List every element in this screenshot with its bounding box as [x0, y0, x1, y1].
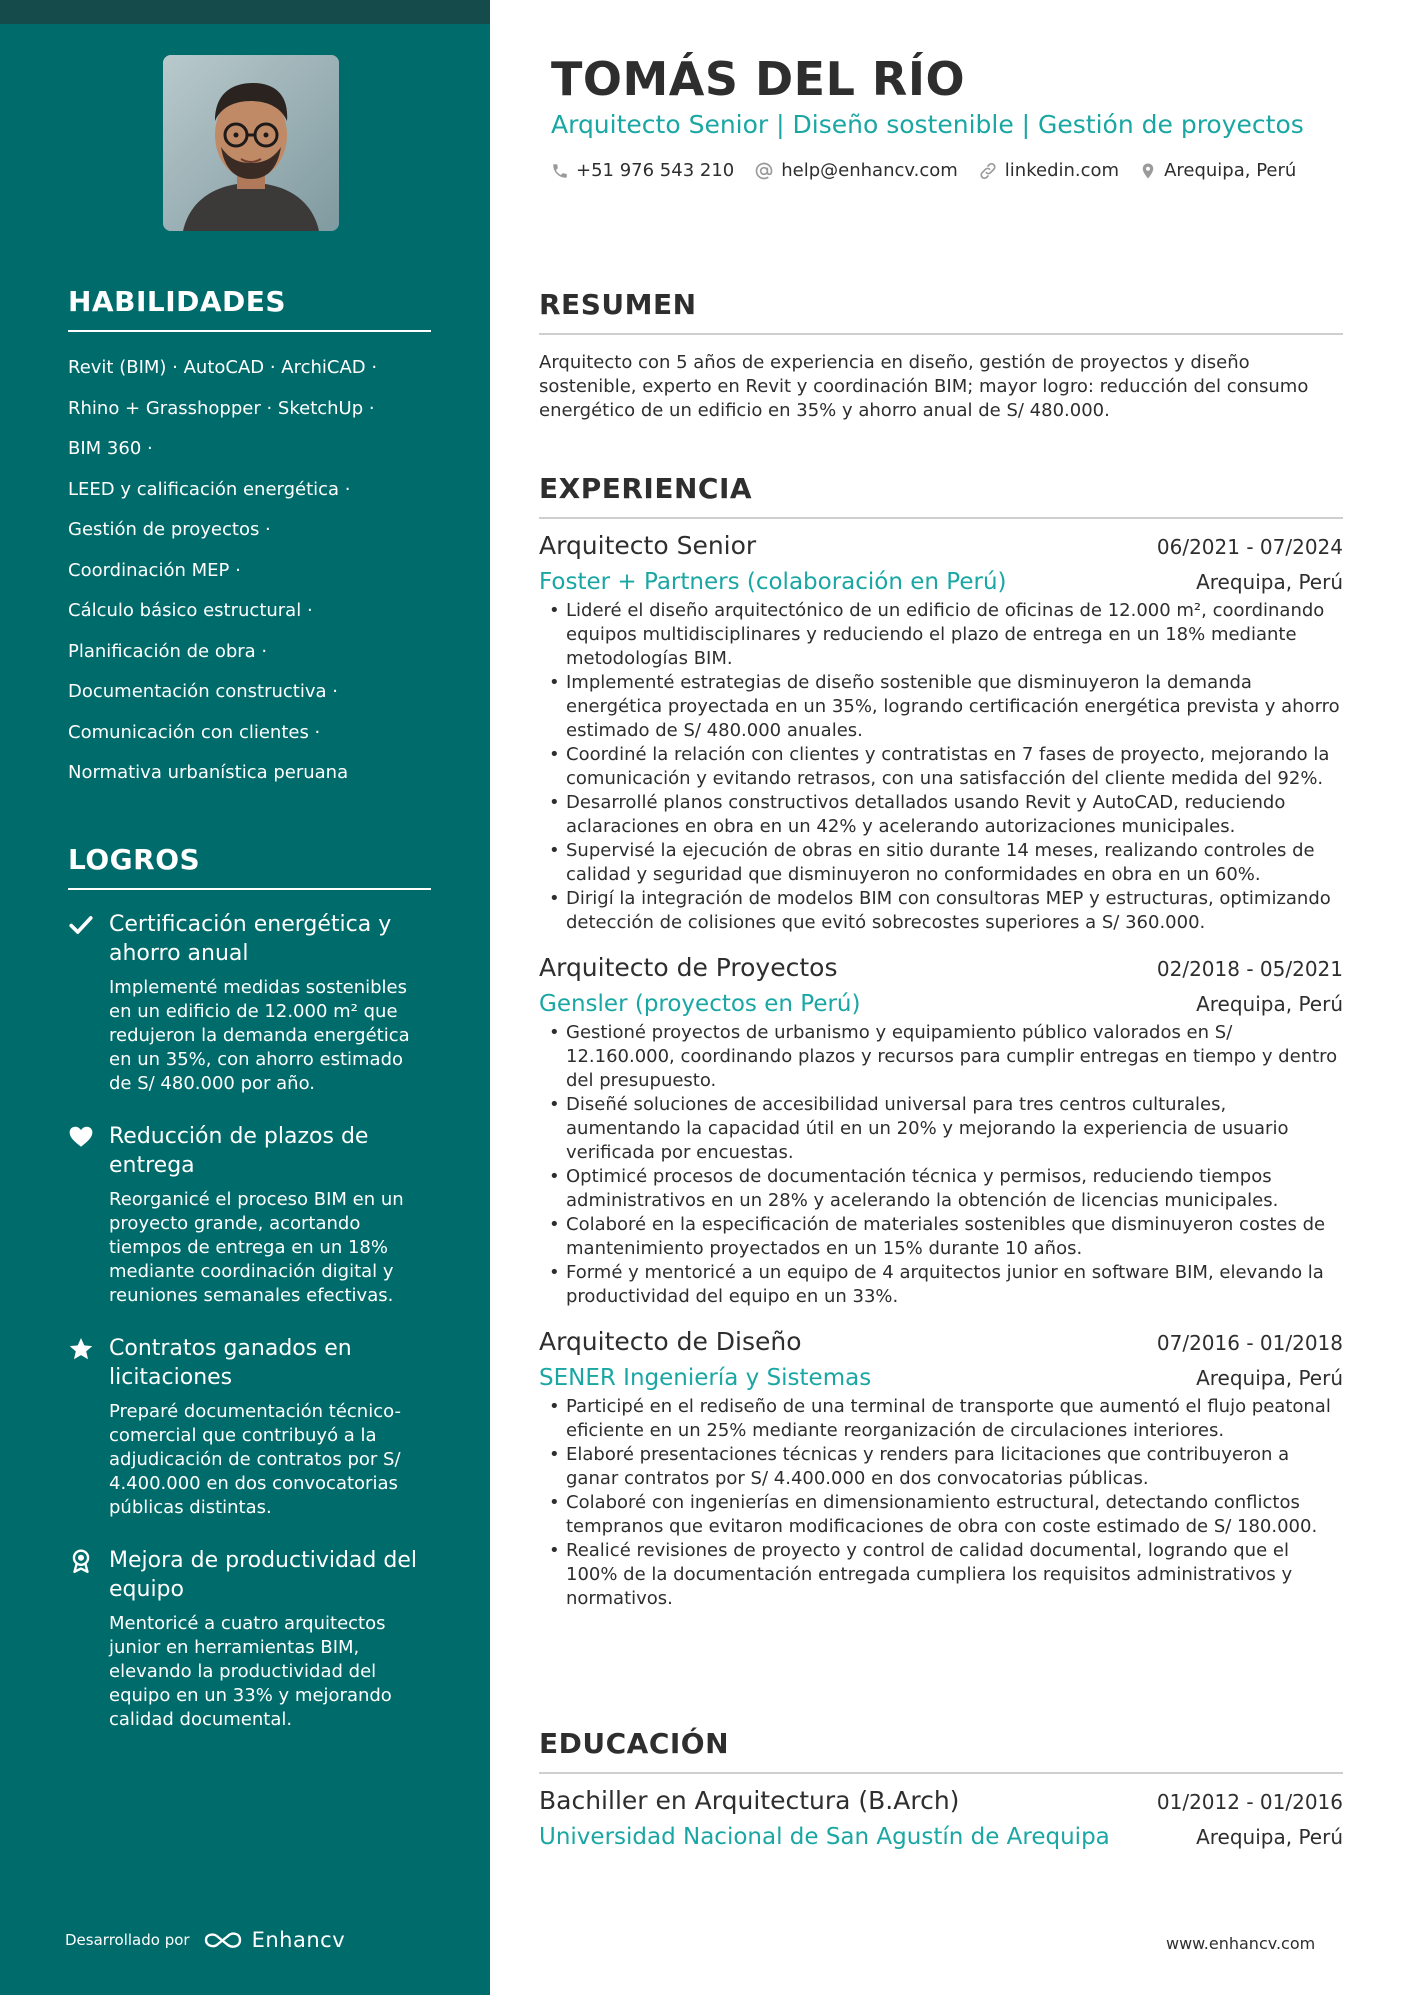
- skills-section: [68, 285, 431, 794]
- job-title: Arquitecto de Diseño: [539, 1327, 802, 1356]
- skill-item: LEED y calificación energética ·: [68, 478, 351, 500]
- job-bullets: [539, 1021, 1343, 1309]
- skill-item: Normativa urbanística peruana: [68, 762, 349, 783]
- job-bullets: [539, 599, 1343, 935]
- job-bullet: • Coordiné la relación con clientes y contratistas en 7 fases de proyecto, mejorando la comunicación y evitando retrasos, con una satisfacción del cliente medida del 92%.: [549, 743, 1343, 791]
- experience-section: [539, 472, 1343, 1629]
- job-bullet: • Lideré el diseño arquitectónico de un edificio de oficinas de 12.000 m², coordinando equipos multidisciplinares y reduciendo el plazo de entrega en un 18% mediante metodologías BIM.: [549, 599, 1343, 671]
- job-company: SENER Ingeniería y Sistemas: [539, 1365, 872, 1391]
- achievements-section: [68, 843, 431, 1758]
- job-bullet: • Desarrollé planos constructivos detallados usando Revit y AutoCAD, reduciendo aclaraciones en obra en un 42% y acelerando autorizaciones municipales.: [549, 791, 1343, 839]
- job-bullet: • Optimicé procesos de documentación técnica y permisos, reduciendo tiempos administrativos en un 28% y acelerando la obtención de licencias municipales.: [549, 1165, 1343, 1213]
- sidebar-top-bar: [0, 0, 490, 24]
- job-bullet: • Supervisé la ejecución de obras en sitio durante 14 meses, realizando controles de calidad y seguridad que disminuyeron no conformidades en obra en un 60%.: [549, 839, 1343, 887]
- job-bullet: • Formé y mentoricé a un equipo de 4 arquitectos junior en software BIM, elevando la productividad del equipo en un 33%.: [549, 1261, 1343, 1309]
- job-bullets: [539, 1395, 1343, 1611]
- skill-item: Coordinación MEP ·: [68, 559, 241, 581]
- job-bullet: • Gestioné proyectos de urbanismo y equipamiento público valorados en S/ 12.160.000, coordinando plazos y recursos para cumplir entregas en tiempo y dentro del presupuesto.: [549, 1021, 1343, 1093]
- achievement-desc: Implementé medidas sostenibles en un edificio de 12.000 m² que redujeron la demanda energética en un 35%, con ahorro estimado de S/ 480.000 por año.: [109, 977, 410, 1094]
- education-dates: 01/2012 - 01/2016: [1156, 1790, 1343, 1814]
- job-bullet: • Elaboré presentaciones técnicas y renders para licitaciones que contribuyeron a ganar contratos por S/ 4.400.000 en dos convocatorias públicas.: [549, 1443, 1343, 1491]
- job-bullet: • Colaboré en la especificación de materiales sostenibles que disminuyeron costes de mantenimiento proyectados en un 15% durante 10 años.: [549, 1213, 1343, 1261]
- education-title: EDUCACIÓN: [539, 1727, 1343, 1774]
- footer-by-label: Desarrollado por: [65, 1931, 190, 1949]
- contact-email[interactable]: [754, 160, 958, 181]
- achievement-desc: Reorganicé el proceso BIM en un proyecto grande, acortando tiempos de entrega en un 18% mediante coordinación digital y reuniones semanales efectivas.: [109, 1189, 404, 1306]
- job-dates: 06/2021 - 07/2024: [1156, 535, 1343, 559]
- contact-phone[interactable]: [551, 160, 734, 181]
- sidebar-footer: [65, 1928, 345, 1952]
- achievements-title: LOGROS: [68, 843, 431, 890]
- phone-icon: [551, 162, 569, 180]
- award-icon: [68, 1548, 94, 1574]
- achievement-desc: Mentoricé a cuatro arquitectos junior en herramientas BIM, elevando la productividad del equipo en un 33% y mejorando calidad documental.: [109, 1613, 392, 1730]
- achievement-title: Reducción de plazos de entrega: [109, 1124, 369, 1178]
- achievement-title: Mejora de productividad del equipo: [109, 1548, 417, 1602]
- job-title: Arquitecto Senior: [539, 531, 757, 560]
- achievement-item: [68, 1122, 431, 1308]
- summary-text: Arquitecto con 5 años de experiencia en diseño, gestión de proyectos y diseño sostenible, experto en Revit y coordinación BIM; mayor logro: reducción del consumo energético de un edificio en 35% y ahorro anual de S/ 480.000.: [539, 352, 1309, 421]
- education-section: [539, 1727, 1343, 1850]
- linkedin-text: linkedin.com: [1004, 160, 1120, 181]
- experience-title: EXPERIENCIA: [539, 472, 1343, 519]
- headline: Arquitecto Senior | Diseño sostenible | Gestión de proyectos: [551, 110, 1304, 139]
- skills-title: HABILIDADES: [68, 285, 431, 332]
- footer-brand: Enhancv: [251, 1928, 346, 1952]
- education-school: Universidad Nacional de San Agustín de Arequipa: [539, 1824, 1110, 1850]
- footer-url[interactable]: www.enhancv.com: [1166, 1934, 1316, 1953]
- phone-text: +51 976 543 210: [576, 160, 735, 181]
- skill-item: Revit (BIM) · AutoCAD · ArchiCAD ·: [68, 357, 378, 378]
- job-dates: 07/2016 - 01/2018: [1156, 1331, 1343, 1355]
- skill-item: Planificación de obra ·: [68, 640, 268, 662]
- job-bullet: • Colaboré con ingenierías en dimensionamiento estructural, detectando conflictos tempranos que evitaron modificaciones de obra con coste estimado de S/ 180.000.: [549, 1491, 1343, 1539]
- job-bullet: • Participé en el rediseño de una terminal de transporte que aumentó el flujo peatonal eficiente en un 25% mediante reorganización de circulaciones interiores.: [549, 1395, 1343, 1443]
- contact-linkedin[interactable]: [978, 160, 1119, 181]
- job-location: Arequipa, Perú: [1196, 570, 1343, 594]
- profile-photo: [163, 55, 339, 231]
- skill-item: Comunicación con clientes ·: [68, 721, 321, 743]
- job-location: Arequipa, Perú: [1196, 1366, 1343, 1390]
- job-bullet: • Realicé revisiones de proyecto y control de calidad documental, logrando que el 100% de la documentación entregada cumpliera los requisitos administrativos y normativos.: [549, 1539, 1343, 1611]
- skill-item: Cálculo básico estructural ·: [68, 600, 313, 621]
- achievement-desc: Preparé documentación técnico-comercial que contribuyó a la adjudicación de contratos por S/ 4.400.000 en dos convocatorias públicas distintas.: [109, 1401, 401, 1518]
- contact-location: [1139, 160, 1296, 181]
- job-bullet: • Implementé estrategias de diseño sostenible que disminuyeron la demanda energética proyectada en un 35%, logrando certificación energética prevista y ahorro estimado de S/ 480.000 anuales.: [549, 671, 1343, 743]
- job-company: Foster + Partners (colaboración en Perú): [539, 569, 1007, 595]
- skill-item: Rhino + Grasshopper · SketchUp ·: [68, 397, 375, 419]
- link-icon: [978, 161, 998, 181]
- location-pin-icon: [1139, 161, 1157, 181]
- heart-icon: [68, 1124, 94, 1150]
- skill-item: BIM 360 ·: [68, 438, 153, 459]
- job-entry: [539, 1327, 1343, 1611]
- achievement-item: [68, 1546, 431, 1732]
- job-dates: 02/2018 - 05/2021: [1156, 957, 1343, 981]
- enhancv-logo-icon: [202, 1929, 244, 1951]
- skill-item: Gestión de proyectos ·: [68, 519, 271, 540]
- job-bullet: • Diseñé soluciones de accesibilidad universal para tres centros culturales, aumentando la capacidad útil en un 20% y mejorando la experiencia de usuario verificada por encuestas.: [549, 1093, 1343, 1165]
- job-bullet: • Dirigí la integración de modelos BIM con consultoras MEP y estructuras, optimizando detección de colisiones que evitó sobrecostes superiores a S/ 360.000.: [549, 887, 1343, 935]
- check-icon: [68, 912, 94, 938]
- skills-list: [68, 348, 431, 794]
- job-entry: [539, 531, 1343, 935]
- job-title: Arquitecto de Proyectos: [539, 953, 838, 982]
- at-sign-icon: [754, 161, 774, 181]
- summary-section: [539, 288, 1343, 423]
- achievement-item: [68, 910, 431, 1096]
- education-degree: Bachiller en Arquitectura (B.Arch): [539, 1786, 960, 1815]
- education-location: Arequipa, Perú: [1196, 1825, 1343, 1849]
- skill-item: Documentación constructiva ·: [68, 681, 338, 702]
- sidebar: [0, 0, 490, 1995]
- location-text: Arequipa, Perú: [1164, 160, 1297, 181]
- email-text: help@enhancv.com: [781, 160, 958, 181]
- summary-title: RESUMEN: [539, 288, 1343, 335]
- job-location: Arequipa, Perú: [1196, 992, 1343, 1016]
- contact-bar: [551, 160, 1316, 181]
- job-entry: [539, 953, 1343, 1309]
- candidate-name: TOMÁS DEL RÍO: [551, 52, 966, 106]
- star-icon: [68, 1336, 94, 1362]
- job-company: Gensler (proyectos en Perú): [539, 991, 861, 1017]
- achievement-item: [68, 1334, 431, 1520]
- achievement-title: Contratos ganados en licitaciones: [109, 1336, 352, 1390]
- achievement-title: Certificación energética y ahorro anual: [109, 912, 392, 966]
